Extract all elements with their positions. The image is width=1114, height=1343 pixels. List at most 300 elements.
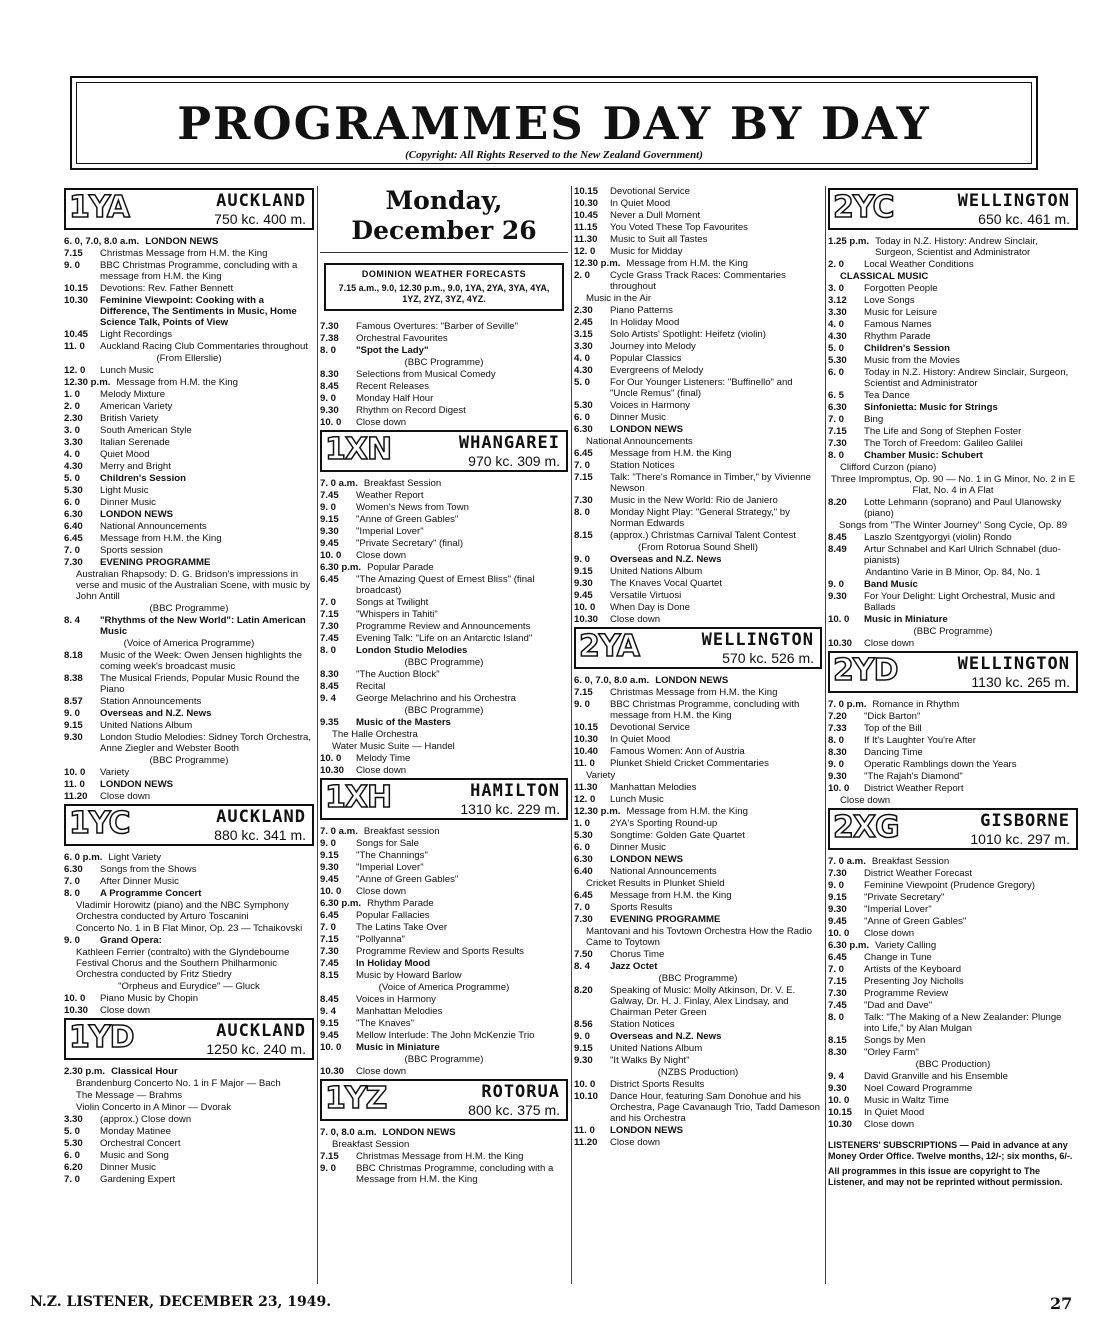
programme-entry [574, 495, 822, 506]
station-frequency: 750 kc. 400 m. [214, 211, 306, 227]
programme-entry [828, 236, 1078, 258]
programme-entry [320, 922, 568, 933]
station-frequency: 1310 kc. 229 m. [460, 801, 560, 817]
programme-entry [64, 389, 314, 400]
programme-entry [64, 533, 314, 544]
entry-description: Auckland Racing Club Commentaries throughout [100, 341, 308, 352]
entry-description: Recital [356, 681, 386, 692]
entry-description: Orchestral Favourites [356, 333, 448, 344]
entry-time: 5.30 [574, 830, 593, 841]
entry-description: Sinfonietta: Music for Strings [864, 402, 998, 413]
entry-description: Christmas Message from H.M. the King [356, 1151, 524, 1162]
entry-time: 3.30 [64, 1114, 83, 1125]
entry-description: When Day is Done [610, 602, 690, 613]
station-header [64, 1018, 314, 1060]
entry-description: Close down [100, 791, 151, 802]
entry-description: Cricket Results in Plunket Shield [586, 878, 725, 889]
entry-time: 4.30 [64, 461, 83, 472]
entry-description: "Pollyanna" [356, 934, 405, 945]
entry-description: (Voice of America Programme) [123, 638, 255, 649]
entry-description: Monday Half Hour [356, 393, 434, 404]
entry-description: Close down [864, 928, 915, 939]
entry-time: 6.30 p.m. [320, 898, 362, 909]
entry-description: Piano Music by Chopin [100, 993, 199, 1004]
entry-description: Feminine Viewpoint (Prudence Gregory) [864, 880, 1035, 891]
programme-entry [64, 1150, 314, 1161]
entry-description: "The Knaves" [356, 1018, 415, 1029]
entry-time: 7.30 [574, 495, 593, 506]
programme-entry [64, 413, 314, 424]
programme-entry [574, 675, 822, 686]
programme-entry [320, 645, 568, 656]
programme-entry [574, 866, 822, 877]
programme-entry [828, 1095, 1078, 1106]
programme-entry [828, 626, 1078, 637]
programme-entry [828, 283, 1078, 294]
entry-description: In Holiday Mood [356, 958, 431, 969]
entry-description: Forgotten People [864, 283, 938, 294]
programme-entry [64, 615, 314, 637]
programme-entry [828, 1119, 1078, 1130]
entry-time: 3.15 [574, 329, 593, 340]
programme-entry [64, 248, 314, 259]
station-frequency: 970 kc. 309 m. [468, 453, 560, 469]
programme-entry [828, 940, 1078, 951]
entry-description: After Dinner Music [100, 876, 179, 887]
entry-time: 6. 0 [64, 497, 81, 508]
entry-description: Feminine Viewpoint: Cooking with a Difference, The Sentiments in Music, Home Science Talk, Points of View [100, 295, 297, 328]
programme-entry [574, 1125, 822, 1136]
station-city: AUCKLAND [216, 807, 306, 827]
programme-entry [828, 723, 1078, 734]
programme-entry [574, 794, 822, 805]
entry-time: 10. 0 [828, 783, 850, 794]
entry-description: Classical Hour [111, 1066, 178, 1077]
entry-time: 12. 0 [64, 365, 86, 376]
entry-description: David Granville and his Ensemble [864, 1071, 1008, 1082]
entry-time: 9.45 [828, 916, 847, 927]
entry-time: 9. 0 [320, 1163, 337, 1174]
entry-time: 4.30 [574, 365, 593, 376]
programme-entry [320, 753, 568, 764]
entry-time: 6. 0 [574, 412, 591, 423]
entry-description: Solo Artists' Spotlight: Heifetz (violin) [610, 329, 766, 340]
entry-time: 7. 0 p.m. [828, 699, 867, 710]
entry-description: Close down [100, 1005, 151, 1016]
entry-description: Songtime: Golden Gate Quartet [610, 830, 745, 841]
station-city: GISBORNE [980, 811, 1070, 831]
programme-entry [574, 198, 822, 209]
entry-time: 9.30 [828, 904, 847, 915]
entry-time: 8.15 [574, 530, 593, 541]
programme-entry [828, 916, 1078, 927]
entry-description: LONDON NEWS [655, 675, 729, 686]
entry-time: 6. 0 [828, 367, 845, 378]
entry-description: Concerto No. 1 in B Flat Minor, Op. 23 — Tchaikovski [75, 923, 303, 934]
entry-description: BBC Christmas Programme, concluding with message from H.M. the King [610, 699, 800, 721]
programme-entry [574, 222, 822, 233]
entry-time: 3.30 [64, 437, 83, 448]
entry-description: In Holiday Mood [610, 317, 680, 328]
entry-description: Children's Session [100, 473, 186, 484]
entry-time: 10.15 [64, 283, 89, 294]
entry-description: Tea Dance [864, 390, 910, 401]
entry-description: (BBC Programme) [404, 657, 484, 668]
programme-entry [828, 747, 1078, 758]
programme-entry [320, 729, 568, 740]
entry-time: 4. 0 [574, 353, 591, 364]
station-frequency: 880 kc. 341 m. [214, 827, 306, 843]
entry-time: 10.40 [574, 746, 599, 757]
entry-description: Music in Miniature [356, 1042, 440, 1053]
programme-entry [64, 497, 314, 508]
programme-entry [64, 545, 314, 556]
programme-entry [320, 1151, 568, 1162]
station-frequency: 570 kc. 526 m. [722, 650, 814, 666]
station-callsign: 1YA [69, 190, 129, 225]
programme-entry [828, 892, 1078, 903]
date-heading: Monday, December 26 [320, 186, 568, 253]
entry-description: Sports session [100, 545, 163, 556]
entry-description: The Message — Brahms [76, 1090, 183, 1101]
programme-entry [320, 1018, 568, 1029]
entry-description: Women's News from Town [356, 502, 469, 513]
entry-description: (BBC Programme) [913, 626, 993, 637]
entry-description: (approx.) Close down [100, 1114, 192, 1125]
entry-time: 7. 0 [64, 1174, 81, 1185]
programme-entry [64, 720, 314, 731]
programme-entry [320, 357, 568, 368]
programme-entry [320, 910, 568, 921]
programme-entry [574, 758, 822, 769]
entry-description: Australian Rhapsody: D. G. Bridson's impressions in verse and music of the Australian Scene, with music by John Antill [76, 569, 311, 602]
entry-time: 3. 0 [828, 283, 845, 294]
entry-time: 9.15 [320, 1018, 339, 1029]
programme-entry [574, 507, 822, 529]
programme-entry [574, 1019, 822, 1030]
entry-description: Sports Results [610, 902, 673, 913]
programme-entry [64, 260, 314, 282]
programme-entry [64, 981, 314, 992]
entry-time: 10. 0 [64, 767, 86, 778]
entry-description: Selections from Musical Comedy [356, 369, 496, 380]
entry-time: 9. 0 [64, 935, 81, 946]
entry-time: 9.45 [320, 538, 339, 549]
entry-time: 7.30 [320, 621, 339, 632]
entry-time: 9.15 [64, 720, 83, 731]
entry-description: The Knaves Vocal Quartet [610, 578, 722, 589]
entry-time: 10. 0 [828, 928, 850, 939]
station-frequency: 1010 kc. 297 m. [970, 831, 1070, 847]
entry-description: Laszlo Szentgyorgyi (violin) Rondo [864, 532, 1012, 543]
station-header [64, 804, 314, 846]
entry-time: 6.45 [574, 890, 593, 901]
entry-time: 2.30 [64, 413, 83, 424]
entry-description: Vladimir Horowitz (piano) and the NBC Symphony Orchestra conducted by Arturo Toscanini [76, 900, 289, 922]
programme-entry [64, 437, 314, 448]
station-city: WHANGAREI [458, 433, 560, 453]
programme-entry [574, 926, 822, 948]
entry-time: 6.45 [828, 952, 847, 963]
station-header [828, 188, 1078, 230]
entry-time: 9.15 [574, 566, 593, 577]
programme-entry [574, 377, 822, 399]
entry-time: 10.30 [574, 614, 599, 625]
entry-time: 9.30 [574, 578, 593, 589]
entry-time: 7.30 [320, 946, 339, 957]
station-frequency: 800 kc. 375 m. [468, 1102, 560, 1118]
programme-entry [574, 699, 822, 721]
entry-description: Journey into Melody [610, 341, 696, 352]
entry-time: 6.30 p.m. [828, 940, 870, 951]
entry-time: 10.30 [828, 1119, 853, 1130]
entry-time: 6.30 [574, 854, 593, 865]
programme-entry [320, 1042, 568, 1053]
programme-entry [828, 795, 1078, 806]
entry-time: 5. 0 [64, 1126, 81, 1137]
programme-entry [828, 259, 1078, 270]
programme-entry [320, 850, 568, 861]
entry-description: Popular Classics [610, 353, 682, 364]
entry-time: 6. 0 [64, 1150, 81, 1161]
programme-entry [574, 1031, 822, 1042]
programme-entry [64, 236, 314, 247]
entry-time: 7.15 [320, 609, 339, 620]
programme-entry [574, 530, 822, 541]
entry-description: EVENING PROGRAMME [610, 914, 721, 925]
station-city: HAMILTON [470, 781, 560, 801]
entry-time: 11. 0 [574, 758, 595, 769]
entry-description: Music of the Masters [356, 717, 451, 728]
entry-description: Popular Fallacies [356, 910, 430, 921]
programme-entry [320, 970, 568, 981]
entry-time: 8.45 [320, 994, 339, 1005]
programme-entry [828, 462, 1078, 473]
entry-time: 3. 0 [64, 425, 81, 436]
entry-description: In Quiet Mood [610, 734, 671, 745]
entry-time: 7.15 [320, 934, 339, 945]
programme-entry [320, 478, 568, 489]
entry-time: 8. 0 [828, 735, 845, 746]
station-header [320, 1079, 568, 1121]
entry-time: 7. 0 [64, 876, 81, 887]
programme-entry [574, 400, 822, 411]
programme-entry [320, 526, 568, 537]
programme-entry [64, 353, 314, 364]
programme-entry [320, 333, 568, 344]
entry-description: Artists of the Keyboard [864, 964, 962, 975]
programme-entry [320, 514, 568, 525]
station-city: WELLINGTON [957, 191, 1070, 211]
entry-description: "Anne of Green Gables" [864, 916, 967, 927]
entry-time: 2.45 [574, 317, 593, 328]
entry-time: 11. 0 [64, 341, 85, 352]
entry-description: Popular Parade [367, 562, 434, 573]
programme-entry [320, 1139, 568, 1150]
entry-time: 9. 0 [320, 838, 337, 849]
entry-description: Andantino Varie in B Minor, Op. 84, No. 1 [865, 567, 1041, 578]
programme-entry [574, 424, 822, 435]
entry-description: Variety Calling [875, 940, 937, 951]
programme-entry [320, 1030, 568, 1041]
entry-description: Message from H.M. the King [116, 377, 238, 388]
programme-entry [828, 711, 1078, 722]
entry-time: 9.45 [320, 1030, 339, 1041]
entry-description: American Variety [100, 401, 173, 412]
programme-entry [574, 186, 822, 197]
programme-entry [574, 806, 822, 817]
programme-entry [64, 557, 314, 568]
entry-description: "Private Secretary" [864, 892, 945, 903]
entry-time: 2.30 p.m. [64, 1066, 106, 1077]
entry-description: Gardening Expert [100, 1174, 176, 1185]
entry-description: Christmas Message from H.M. the King [610, 687, 778, 698]
entry-description: Band Music [864, 579, 918, 590]
entry-time: 9.30 [320, 405, 339, 416]
programme-entry [828, 355, 1078, 366]
programme-entry [574, 1067, 822, 1078]
station-callsign: 1XH [325, 780, 392, 815]
entry-description: Programme Review and Announcements [356, 621, 531, 632]
entry-description: Music of the Week: Owen Jensen highlights the coming week's broadcast music [100, 650, 302, 672]
entry-time: 9. 0 [574, 554, 591, 565]
programme-entry [64, 767, 314, 778]
programme-entry [828, 497, 1078, 519]
programme-entry [574, 842, 822, 853]
programme-entry [574, 878, 822, 889]
programme-entry [320, 381, 568, 392]
programme-entry [64, 888, 314, 899]
entry-time: 6.30 [574, 424, 593, 435]
programme-entry [320, 669, 568, 680]
entry-time: 7.45 [320, 490, 339, 501]
programme-entry [64, 521, 314, 532]
programme-entry [828, 367, 1078, 389]
programme-entry [574, 341, 822, 352]
entry-description: Overseas and N.Z. News [610, 554, 722, 565]
entry-time: 11.20 [574, 1137, 598, 1148]
entry-time: 8.15 [320, 970, 339, 981]
station-header [574, 627, 822, 669]
entry-description: Versatile Virtuosi [610, 590, 682, 601]
entry-description: In Quiet Mood [864, 1107, 925, 1118]
programme-entry [828, 699, 1078, 710]
programme-entry [320, 934, 568, 945]
entry-time: 9.15 [320, 514, 339, 525]
entry-description: For Our Younger Listeners: "Buffinello" and "Uncle Remus" (final) [610, 377, 793, 399]
entry-time: 10. 0 [320, 753, 342, 764]
programme-entry [828, 402, 1078, 413]
entry-description: Kathleen Ferrier (contralto) with the Glyndebourne Festival Chorus and the Southern Philharmonic Orchestra conducted by Fritz Stiedry [76, 947, 290, 980]
programme-entry [828, 426, 1078, 437]
programme-entry [828, 1047, 1078, 1058]
programme-entry [574, 973, 822, 984]
programme-entry [828, 880, 1078, 891]
programme-entry [828, 904, 1078, 915]
programme-entry [574, 830, 822, 841]
entry-time: 6.45 [64, 533, 83, 544]
programme-entry [828, 390, 1078, 401]
entry-time: 7.15 [574, 472, 593, 483]
entry-description: Close down [356, 765, 407, 776]
entry-time: 11.30 [574, 234, 598, 245]
entry-time: 10.30 [320, 1066, 345, 1077]
entry-description: Close down [864, 1119, 915, 1130]
entry-description: The Life and Song of Stephen Foster [864, 426, 1022, 437]
entry-description: "Whispers in Tahiti" [356, 609, 438, 620]
programme-entry [320, 982, 568, 993]
entry-time: 8. 4 [64, 615, 81, 626]
programme-entry [828, 614, 1078, 625]
entry-time: 10. 0 [320, 1042, 342, 1053]
subscriptions-text: LISTENERS' SUBSCRIPTIONS — Paid in advance at any Money Order Office. Twelve months, 12/-; six months, 6/-. [828, 1140, 1073, 1161]
entry-time: 9.30 [320, 526, 339, 537]
entry-time: 12.30 p.m. [64, 377, 111, 388]
entry-description: Change in Tune [864, 952, 932, 963]
entry-time: 8. 0 [320, 345, 337, 356]
programme-entry [828, 591, 1078, 613]
programme-entry [320, 609, 568, 620]
entry-time: 1. 0 [64, 389, 81, 400]
programme-entry [828, 295, 1078, 306]
entry-description: Voices in Harmony [356, 994, 436, 1005]
entry-description: "Imperial Lover" [356, 862, 424, 873]
programme-entry [828, 307, 1078, 318]
station-city: AUCKLAND [216, 1021, 306, 1041]
station-callsign: 2YA [579, 629, 639, 664]
station-header [320, 778, 568, 820]
programme-entry [574, 602, 822, 613]
entry-description: Recent Releases [356, 381, 430, 392]
entry-description: Famous Women: Ann of Austria [610, 746, 745, 757]
entry-description: (BBC Production) [915, 1059, 991, 1070]
entry-description: Rhythm Parade [367, 898, 434, 909]
programme-entry [574, 782, 822, 793]
entry-time: 9. 0 [320, 502, 337, 513]
entry-description: Devotional Service [610, 722, 690, 733]
entry-description: For Your Delight: Light Orchestral, Music and Ballads [864, 591, 1055, 613]
entry-description: Close down [610, 614, 661, 625]
entry-description: Christmas Message from H.M. the King [100, 248, 268, 259]
programme-entry [64, 1066, 314, 1077]
programme-entry [64, 1005, 314, 1016]
programme-entry [320, 490, 568, 501]
entry-time: 8.30 [320, 669, 339, 680]
entry-description: Songs for Sale [356, 838, 419, 849]
entry-description: Top of the Bill [864, 723, 922, 734]
entry-time: 11. 0 [64, 779, 85, 790]
entry-time: 7.30 [828, 988, 847, 999]
entry-description: You Voted These Top Favourites [610, 222, 748, 233]
entry-description: Mantovani and his Tovtown Orchestra How the Radio Came to Toytown [586, 926, 812, 948]
entry-description: Dinner Music [100, 1162, 156, 1173]
entry-time: 9. 0 [320, 393, 337, 404]
entry-description: "Spot the Lady" [356, 345, 429, 356]
entry-time: 6.45 [320, 574, 339, 585]
programme-entry [64, 650, 314, 672]
entry-time: 2.30 [574, 305, 593, 316]
entry-time: 3.30 [574, 341, 593, 352]
programme-entry [574, 329, 822, 340]
entry-description: "The Channings" [356, 850, 428, 861]
programme-entry [828, 319, 1078, 330]
programme-entry [574, 1137, 822, 1148]
station-city: ROTORUA [481, 1082, 560, 1102]
programme-entry [64, 755, 314, 766]
entry-time: 4. 0 [828, 319, 845, 330]
station-callsign: 2YC [833, 190, 894, 225]
entry-description: Overseas and N.Z. News [100, 708, 212, 719]
